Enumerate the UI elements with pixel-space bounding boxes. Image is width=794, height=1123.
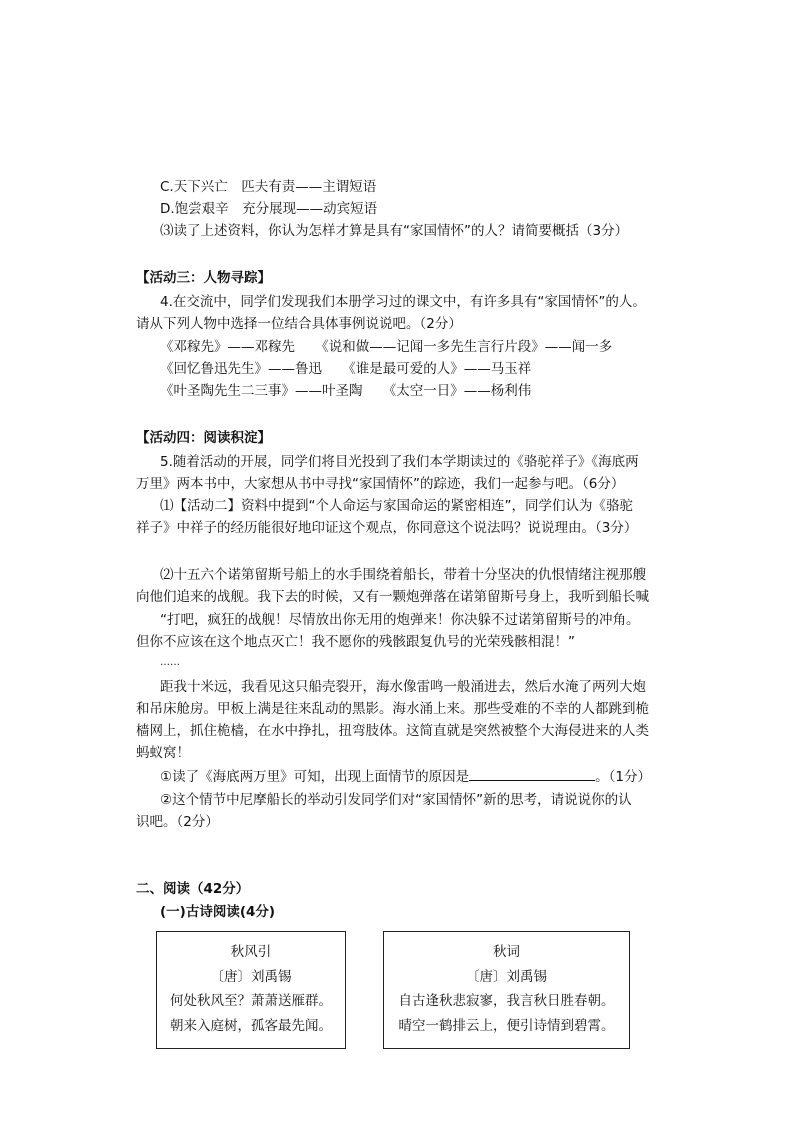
person-list-line2: 《回忆鲁迅先生》——鲁迅 《谁是最可爱的人》——马玉祥: [160, 361, 532, 377]
section2-heading: 二、阅读（42分）: [136, 881, 250, 897]
poem1-line1: 何处秋风至？萧萧送雁群。: [170, 993, 332, 1009]
question-5-line2: 万里》两本书中，大家想从书中寻找“家国情怀”的踪迹，我们一起参与吧。（6分）: [136, 476, 625, 492]
activity3-heading: 【活动三：人物寻踪】: [136, 270, 271, 286]
poem1-title: 秋风引: [230, 944, 272, 960]
person-list-line3: 《叶圣陶先生二三事》——叶圣陶 《太空一日》——杨利伟: [160, 383, 532, 399]
answer-blank[interactable]: [469, 766, 595, 781]
sub-question-1-suffix: 。（1分）: [595, 769, 651, 785]
excerpt-line1: ⑵十五六个诺第留斯号船上的水手围绕着船长，带着十分坚决的仇恨情绪注视那艘: [160, 567, 646, 583]
option-c: C.天下兴亡 匹夫有责——主谓短语: [160, 179, 377, 195]
poem1-line2: 朝来入庭树，孤客最先闻。: [170, 1018, 332, 1034]
excerpt-line6: 和吊床舱房。甲板上满是往来乱动的黑影。海水涌上来。那些受难的不幸的人都跳到桅: [136, 701, 649, 717]
excerpt-line2: 向他们追来的战舰。我下去的时候，又有一颗炮弹落在诺第留斯号身上，我听到船长喊: [136, 589, 649, 605]
excerpt-line7: 樯网上，抓住桅樯，在水中挣扎，扭弯肢体。这简直就是突然被整个大海侵进来的人类: [136, 723, 649, 739]
poem2-title: 秋词: [493, 944, 520, 960]
section2-subheading: (一)古诗阅读(4分): [160, 904, 276, 920]
question-4-line1: 4.在交流中，同学们发现我们本册学习过的课文中，有许多具有“家国情怀”的人。: [160, 294, 646, 310]
question-5-1-line1: ⑴【活动二】资料中提到“个人命运与家国命运的紧密相连”，同学们认为《骆驼: [160, 498, 633, 514]
excerpt-line3: “打吧，疯狂的战舰！尽情放出你无用的炮弹来！你决躲不过诺第留斯号的冲角。: [160, 612, 640, 628]
poem2-line1: 自古逢秋悲寂寥，我言秋日胜春朝。: [398, 993, 615, 1009]
sub-question-1: [160, 766, 651, 787]
sub-question-2-line1: ②这个情节中尼摩船长的举动引发同学们对“家国情怀”新的思考，请说说你的认: [160, 792, 632, 808]
excerpt-line4: 但你不应该在这个地点灭亡！我不愿你的残骸跟复仇号的光荣残骸相混！”: [136, 634, 575, 650]
poem1-author: 〔唐〕刘禹锡: [210, 969, 292, 985]
excerpt-line5: 距我十米远，我看见这只船壳裂开，海水像雷鸣一般涌进去，然后水淹了两列大炮: [160, 679, 646, 695]
excerpt-line8: 蚂蚁窝！: [136, 745, 190, 761]
option-d: D.饱尝艰辛 充分展现——动宾短语: [160, 201, 378, 217]
question-5-1-line2: 祥子》中祥子的经历能很好地印证这个观点，你同意这个说法吗？说说理由。（3分）: [136, 520, 638, 536]
question-5-line1: 5.随着活动的开展，同学们将目光投到了我们本学期读过的《骆驼祥子》《海底两: [160, 454, 639, 470]
question-4-line2: 请从下列人物中选择一位结合具体事例说说吧。（2分）: [136, 316, 462, 332]
sub-question-2-line2: 识吧。（2分）: [136, 814, 219, 830]
poem2-line2: 晴空一鹤排云上，便引诗情到碧霄。: [398, 1018, 615, 1034]
activity4-heading: 【活动四：阅读积淀】: [136, 430, 271, 446]
person-list-line1: 《邓稼先》——邓稼先 《说和做——记闻一多先生言行片段》——闻一多: [160, 339, 613, 355]
excerpt-ellipsis: ……: [160, 657, 180, 668]
sub-question-1-prefix: ①读了《海底两万里》可知，出现上面情节的原因是: [160, 769, 470, 785]
poem-box-1: [156, 931, 346, 1049]
question-3: ⑶读了上述资料，你认为怎样才算是具有“家国情怀”的人？请简要概括（3分）: [160, 223, 629, 239]
poem2-author: 〔唐〕刘禹锡: [466, 969, 547, 985]
poem-box-2: [383, 931, 630, 1049]
